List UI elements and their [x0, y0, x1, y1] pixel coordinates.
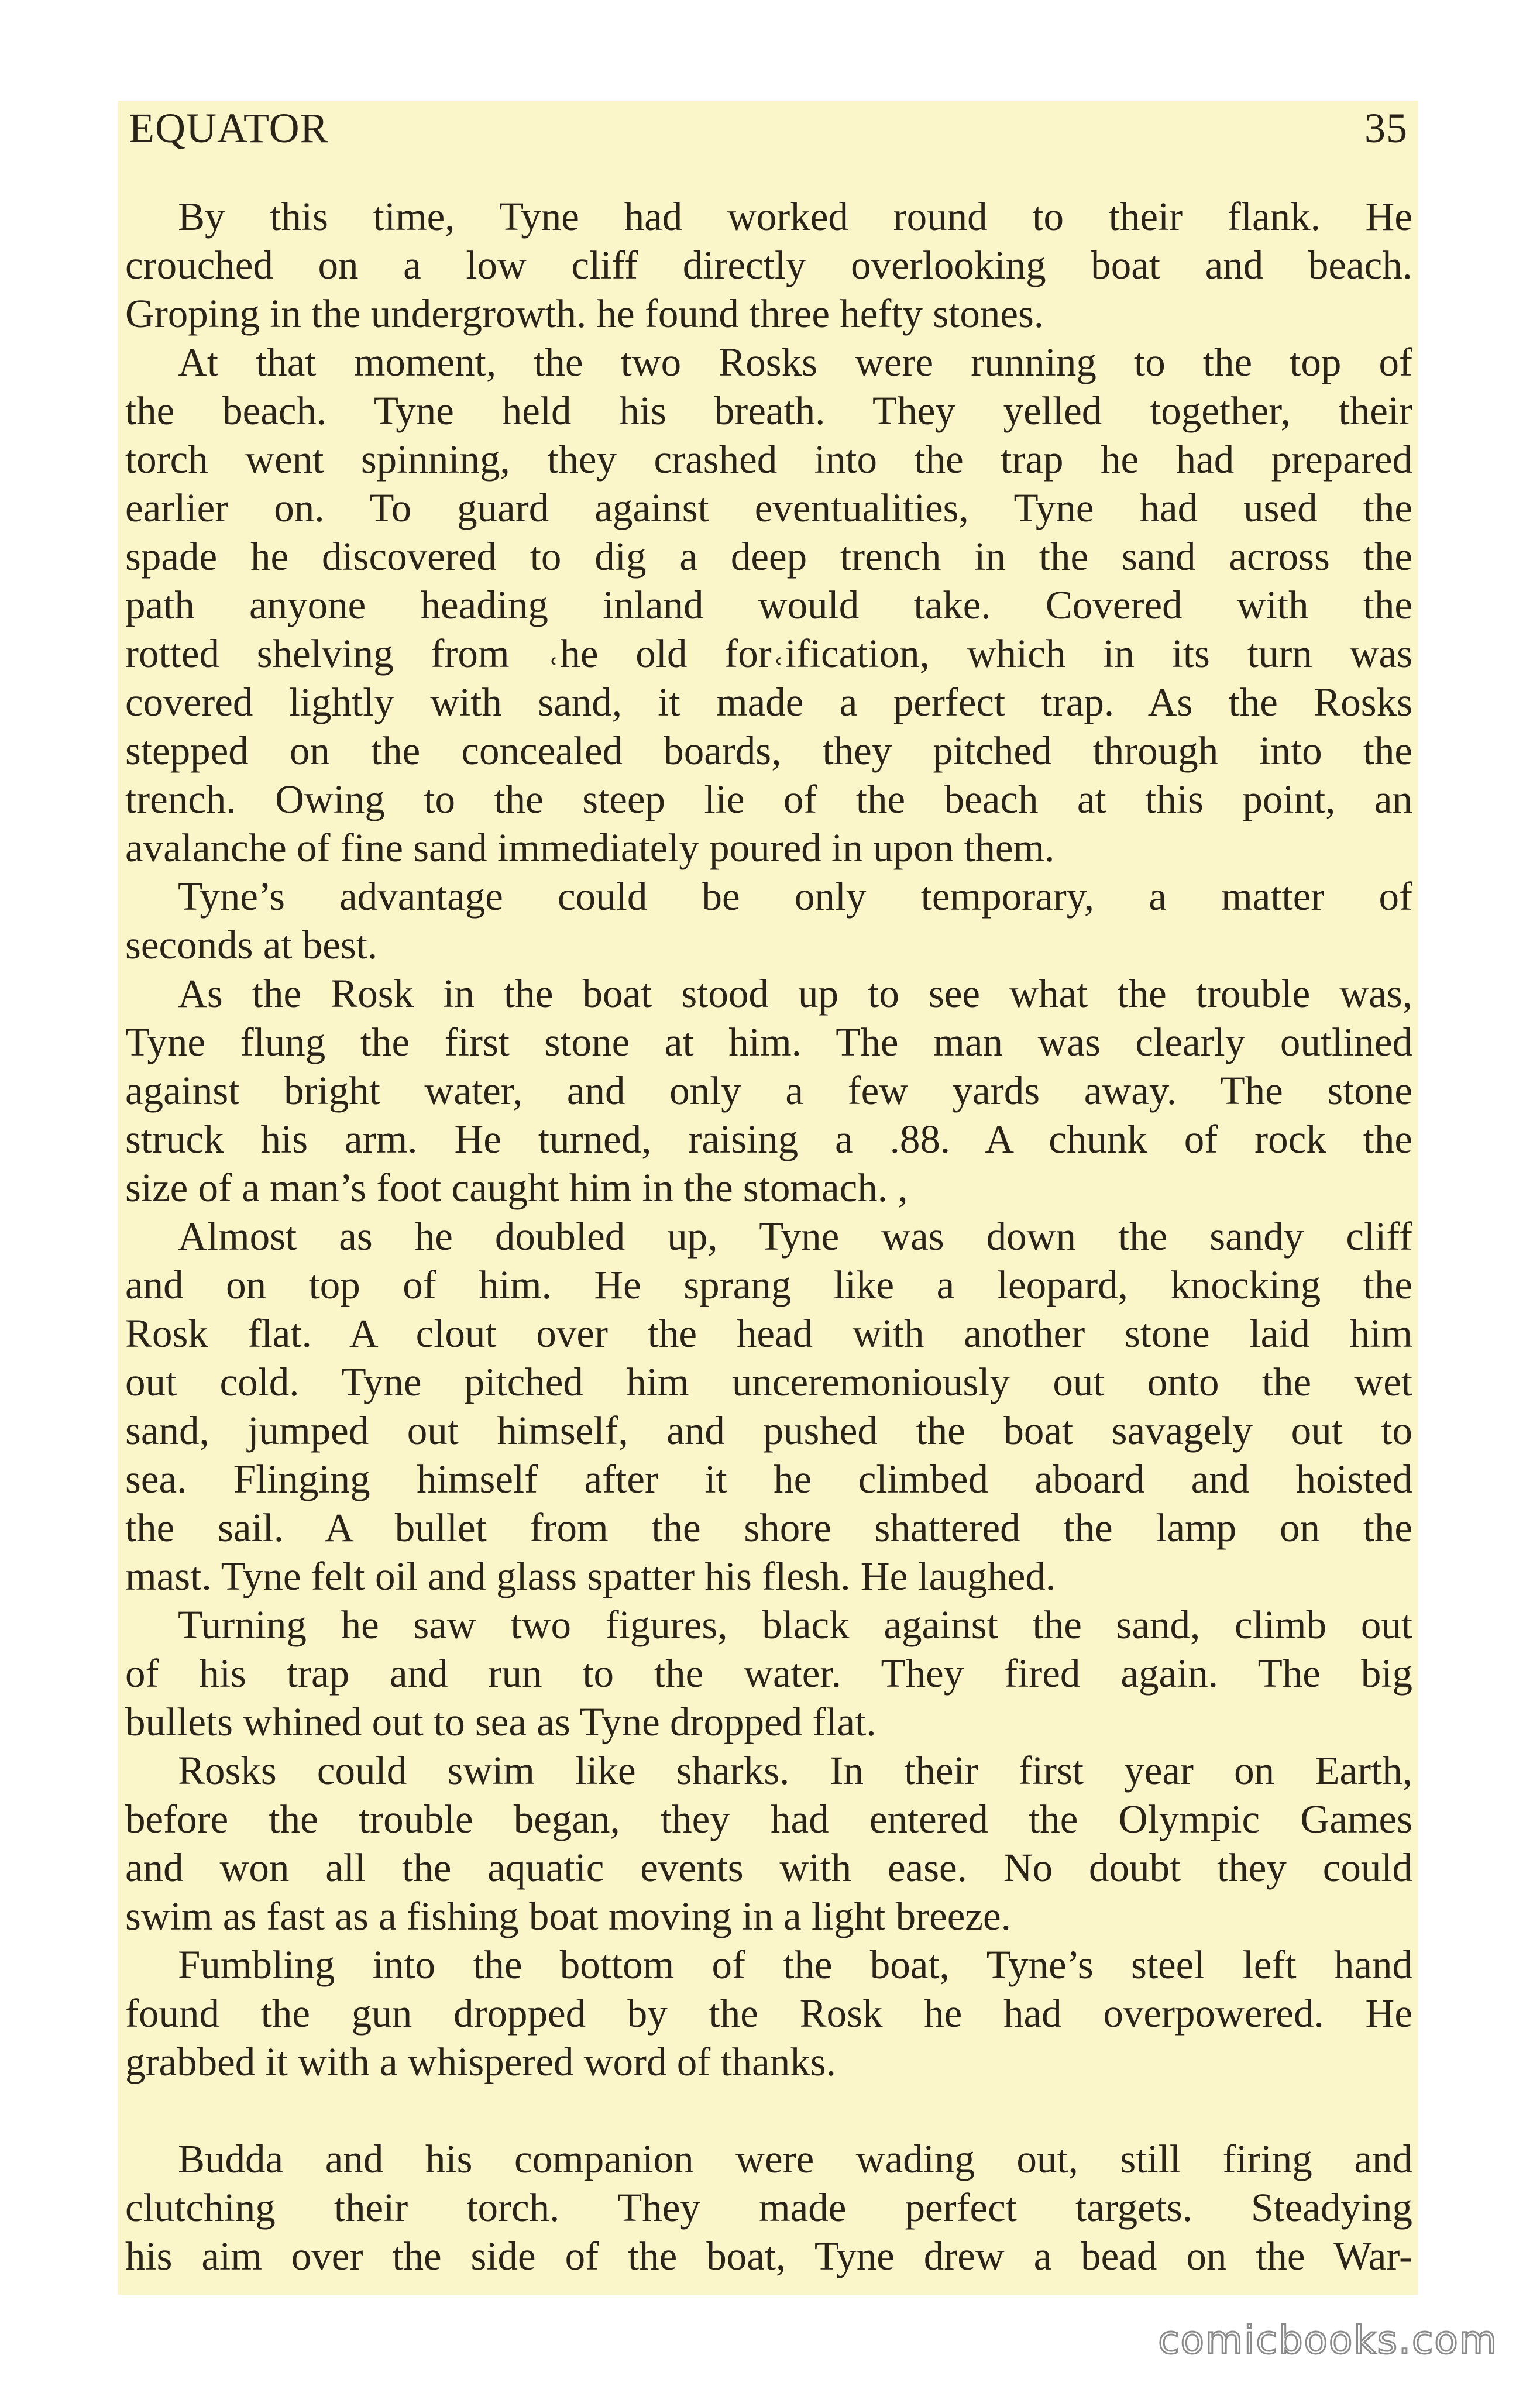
text-line: earlier on. To guard against eventualities, Tyne had used the: [125, 486, 1412, 530]
text-line: Almost as he doubled up, Tyne was down the sandy cliff: [178, 1214, 1412, 1259]
running-head-title: EQUATOR: [129, 105, 329, 152]
text-line: Fumbling into the bottom of the boat, Tyne’s steel left hand: [178, 1943, 1412, 1987]
paragraph-8: [125, 1941, 1412, 2086]
paragraph-9: [125, 2135, 1412, 2281]
text-line: his aim over the side of the boat, Tyne drew a bead on the War-: [125, 2234, 1412, 2278]
text-line: trench. Owing to the steep lie of the beach at this point, an: [125, 777, 1412, 821]
site-watermark: comicbooks.com: [1158, 2318, 1498, 2363]
paragraph-2: [125, 338, 1412, 872]
text-line: Groping in the undergrowth. he found three hefty stones.: [125, 291, 1044, 336]
text-line: against bright water, and only a few yards away. The stone: [125, 1068, 1412, 1113]
text-line: Rosk flat. A clout over the head with another stone laid him: [125, 1311, 1412, 1356]
text-line: spade he discovered to dig a deep trench in the sand across the: [125, 534, 1412, 579]
section-break: [125, 2086, 1412, 2135]
text-line: Rosks could swim like sharks. In their first year on Earth,: [178, 1748, 1412, 1793]
text-line: found the gun dropped by the Rosk he had overpowered. He: [125, 1991, 1412, 2036]
text-line: crouched on a low cliff directly overlooking boat and beach.: [125, 243, 1412, 287]
text-line: grabbed it with a whispered word of thanks.: [125, 2040, 836, 2084]
text-line: and on top of him. He sprang like a leopard, knocking the: [125, 1263, 1412, 1307]
text-line: By this time, Tyne had worked round to their flank. He: [178, 194, 1412, 239]
text-line: avalanche of fine sand immediately poured in upon them.: [125, 826, 1055, 870]
text-line: As the Rosk in the boat stood up to see what the trouble was,: [178, 971, 1412, 1016]
paragraph-5: [125, 1212, 1412, 1601]
text-line: struck his arm. He turned, raising a .88. A chunk of rock the: [125, 1117, 1412, 1161]
page-number: 35: [1364, 105, 1408, 152]
text-line: At that moment, the two Rosks were running to the top of: [178, 340, 1412, 384]
text-line: the sail. A bullet from the shore shattered the lamp on the: [125, 1505, 1412, 1550]
text-line: swim as fast as a fishing boat moving in a light breeze.: [125, 1894, 1011, 1938]
text-line: path anyone heading inland would take. Covered with the: [125, 583, 1412, 627]
paragraph-1: [125, 192, 1412, 338]
text-line: Tyne’s advantage could be only temporary, a matter of: [178, 874, 1412, 919]
text-line: seconds at best.: [125, 923, 378, 967]
text-line: sand, jumped out himself, and pushed the boat savagely out to: [125, 1408, 1412, 1453]
text-line: Tyne flung the first stone at him. The man was clearly outlined: [125, 1020, 1412, 1064]
text-line: out cold. Tyne pitched him unceremoniously out onto the wet: [125, 1360, 1412, 1404]
text-line: sea. Flinging himself after it he climbed aboard and hoisted: [125, 1457, 1412, 1501]
text-line: clutching their torch. They made perfect targets. Steadying: [125, 2185, 1412, 2230]
text-line: Budda and his companion were wading out, still firing and: [178, 2137, 1412, 2181]
text-line: covered lightly with sand, it made a perfect trap. As the Rosks: [125, 680, 1412, 724]
text-line: size of a man’s foot caught him in the stomach. ,: [125, 1166, 908, 1210]
paragraph-4: [125, 969, 1412, 1212]
running-head: [129, 102, 1408, 154]
paragraph-6: [125, 1601, 1412, 1746]
page-body: [125, 192, 1412, 2281]
text-line: before the trouble began, they had entered the Olympic Games: [125, 1797, 1412, 1841]
text-line: the beach. Tyne held his breath. They yelled together, their: [125, 389, 1412, 433]
paragraph-7: [125, 1746, 1412, 1941]
text-line: Turning he saw two figures, black against the sand, climb out: [178, 1603, 1412, 1647]
text-line: and won all the aquatic events with ease. No doubt they could: [125, 1845, 1412, 1890]
book-page: [118, 101, 1418, 2295]
text-line: torch went spinning, they crashed into the trap he had prepared: [125, 437, 1412, 482]
paragraph-3: [125, 872, 1412, 969]
text-line: mast. Tyne felt oil and glass spatter his flesh. He laughed.: [125, 1554, 1056, 1598]
text-line: stepped on the concealed boards, they pitched through into the: [125, 728, 1412, 773]
text-line: bullets whined out to sea as Tyne dropped flat.: [125, 1700, 876, 1744]
text-line: of his trap and run to the water. They fired again. The big: [125, 1651, 1412, 1696]
text-line: rotted shelving from ˓he old for˓ification, which in its turn was: [125, 631, 1412, 676]
